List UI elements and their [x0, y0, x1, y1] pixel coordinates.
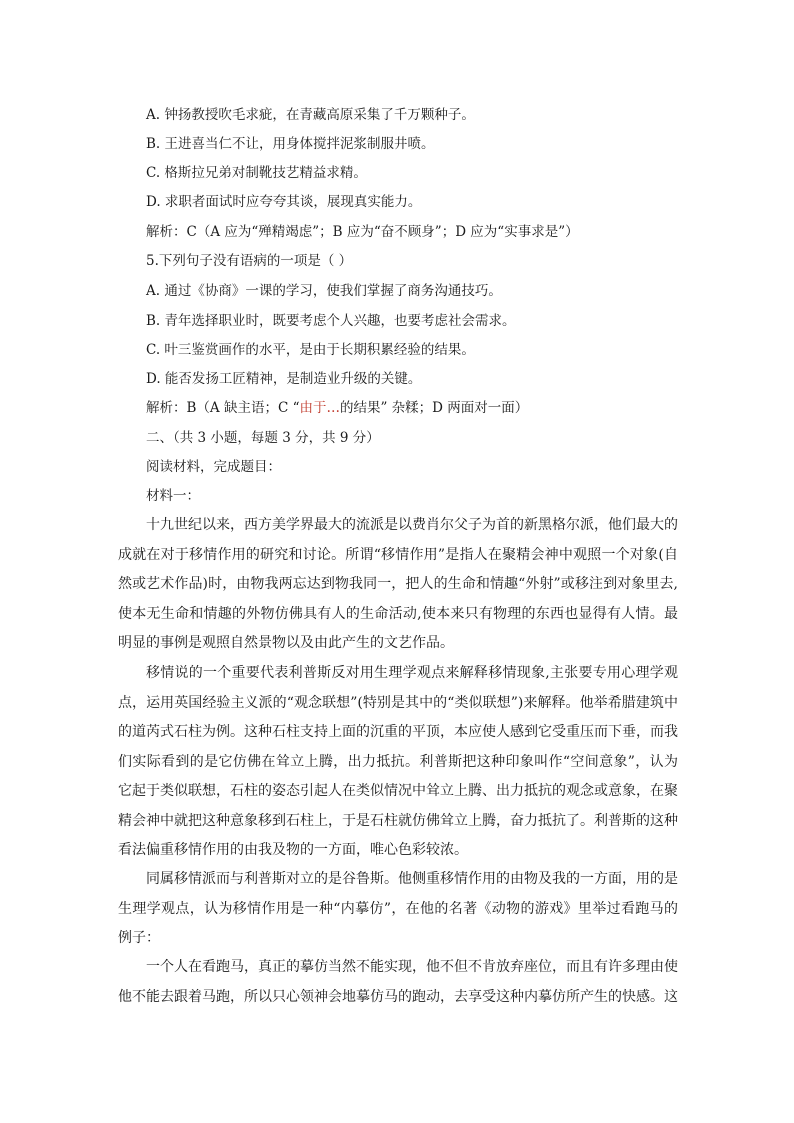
q5-option-a: A. 通过《协商》一课的学习，使我们掌握了商务沟通技巧。: [146, 283, 502, 299]
material-paragraph-2: 移情说的一个重要代表利普斯反对用生理学观点来解释移情现象,主张要专用心理学观点，运用英国经验主义派的“观念联想”(特别是其中的“类似联想”)来解释。他举希腊建筑中的道芮式石柱为例。这种石柱支持上面的沉重的平顶，本应使人感到它受重压而下垂，而我们实际看到的是它仿佛在耸立上腾，出力抵抗。利普斯把这种印象叫作“空间意象”，认为它起于类似联想，石柱的姿态引起人在类似情况中耸立上腾、出力抵抗的观念或意象，在聚精会神中就把这种意象移到石柱上，于是石柱就仿佛耸立上腾，奋力抵抗了。利普斯的这种看法偏重移情作用的由我及物的一方面，唯心色彩较浓。: [118, 665, 678, 858]
reading-instruction: 阅读材料，完成题目：: [146, 459, 281, 475]
q5-analysis: [146, 398, 686, 418]
material-paragraph-3: 同属移情派而与利普斯对立的是谷鲁斯。他侧重移情作用的由物及我的一方面，用的是生理学观点，认为移情作用是一种“内摹仿”，在他的名著《动物的游戏》里举过看跑马的例子：: [118, 871, 678, 946]
q4-option-c: C. 格斯拉兄弟对制靴技艺精益求精。: [146, 165, 367, 181]
q5-analysis-highlight: 由于…: [299, 400, 340, 416]
material-label: 材料一：: [146, 488, 200, 504]
section-heading: 二、（共 3 小题，每题 3 分，共 9 分）: [146, 430, 380, 446]
q5-analysis-suffix: 的结果” 杂糅；D 两面对一面）: [339, 400, 529, 416]
material-paragraph-1: 十九世纪以来，西方美学界最大的流派是以费肖尔父子为首的新黑格尔派，他们最大的成就在对于移情作用的研究和讨论。所谓“移情作用”是指人在聚精会神中观照一个对象(自然或艺术作品)时，由物我两忘达到物我同一，把人的生命和情趣“外射”或移注到对象里去,使本无生命和情趣的外物仿佛具有人的生命活动,使本来只有物理的东西也显得有人情。最明显的事例是观照自然景物以及由此产生的文艺作品。: [118, 517, 678, 651]
q5-option-b: B. 青年选择职业时，既要考虑个人兴趣，也要考虑社会需求。: [146, 313, 516, 329]
material-paragraph-4: 一个人在看跑马，真正的摹仿当然不能实现，他不但不肯放弃座位，而且有许多理由使他不能去跟着马跑，所以只心领神会地摹仿马的跑动，去享受这种内摹仿所产生的快感。这: [118, 959, 678, 1005]
q4-option-a: A. 钟扬教授吹毛求疵，在青藏高原采集了千万颗种子。: [146, 107, 475, 123]
q4-option-d: D. 求职者面试时应夸夸其谈，展现真实能力。: [146, 194, 422, 210]
q5-option-d: D. 能否发扬工匠精神，是制造业升级的关键。: [146, 371, 422, 387]
q5-analysis-prefix: 解析：B（A 缺主语；C “: [146, 400, 300, 416]
q4-option-b: B. 王进喜当仁不让，用身体搅拌泥浆制服井喷。: [146, 136, 435, 152]
q5-stem: 5.下列句子没有语病的一项是（ ）: [146, 253, 353, 269]
q4-analysis: 解析：C（A 应为“殚精竭虑”；B 应为“奋不顾身”；D 应为“实事求是”）: [146, 224, 579, 240]
q5-option-c: C. 叶三鉴赏画作的水平，是由于长期积累经验的结果。: [146, 342, 475, 358]
